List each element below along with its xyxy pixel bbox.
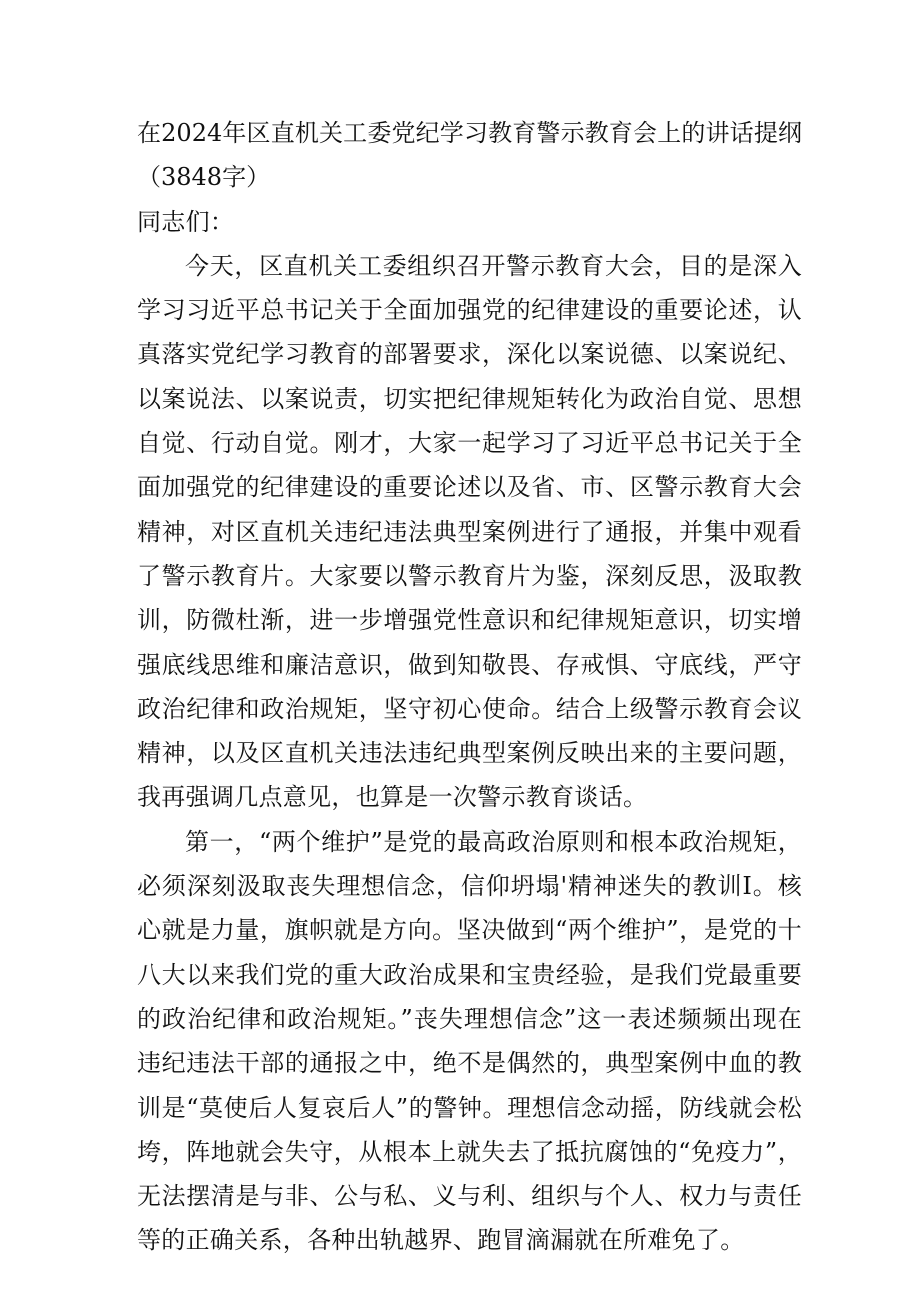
document-body (137, 111, 802, 1263)
greeting: 同志们： (137, 207, 235, 236)
paragraph-intro: 今天，区直机关工委组织召开警示教育大会，目的是深入学习习近平总书记关于全面加强党的纪律建设的重要论述，认真落实党纪学习教育的部署要求，深化以案说德、以案说纪、以案说法、以案说责，切实把纪律规矩转化为政治自觉、思想自觉、行动自觉。刚才，大家一起学习了习近平总书记关于全面加强党的纪律建设的重要论述以及省、市、区警示教育大会精神，对区直机关违纪违法典型案例进行了通报，并集中观看了警示教育片。大家要以警示教育片为鉴，深刻反思，汲取教训，防微杜渐，进一步增强党性意识和纪律规矩意识，切实增强底线思维和廉洁意识，做到知敬畏、存戒惧、守底线，严守政治纪律和政治规矩，坚守初心使命。结合上级警示教育会议精神，以及区直机关违法违纪典型案例反映出来的主要问题，我再强调几点意见，也算是一次警示教育谈话。 (137, 251, 802, 812)
paragraph-first-point: 第一，“两个维护”是党的最高政治原则和根本政治规矩，必须深刻汲取丧失理想信念，信仰坍塌'精神迷失的教训I。核心就是力量，旗帜就是方向。坚决做到“两个维护”，是党的十八大以来我们党的重大政治成果和宝贵经验，是我们党最重要的政治纪律和政治规矩。”丧失理想信念”这一表述频频出现在违纪违法干部的通报之中，绝不是偶然的，典型案例中血的教训是“莫使后人复哀后人”的警钟。理想信念动摇，防线就会松垮，阵地就会失守，从根本上就失去了抵抗腐蚀的“免疫力”，无法摆清是与非、公与私、义与利、组织与个人、权力与责任等的正确关系，各种出轨越界、跑冒滴漏就在所难免了。 (137, 827, 802, 1255)
document-title: 在2024年区直机关工委党纪学习教育警示教育会上的讲话提纲（3848字） (137, 119, 802, 192)
